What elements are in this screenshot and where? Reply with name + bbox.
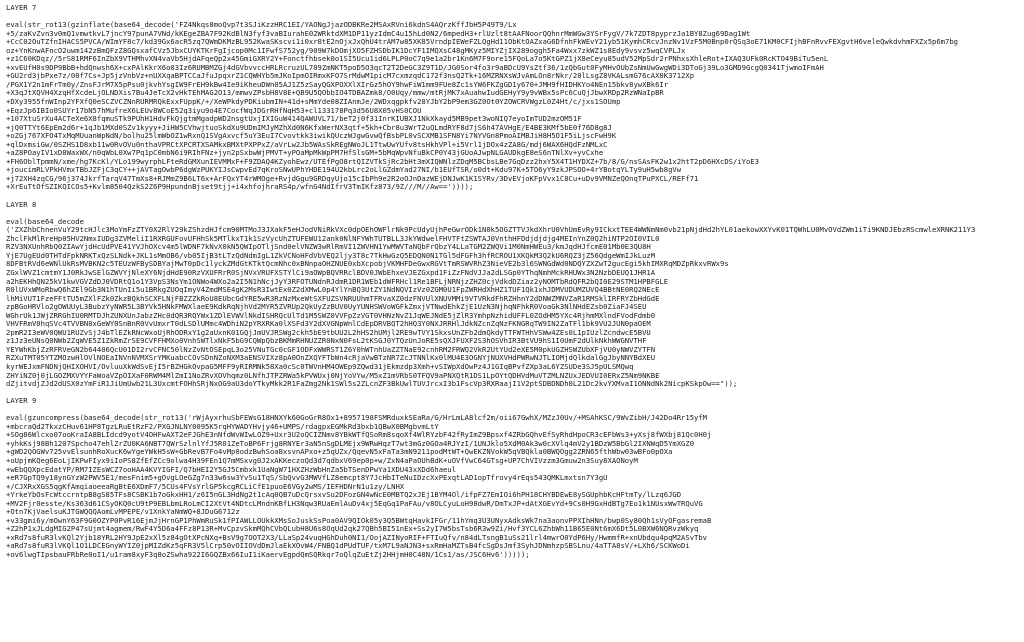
code-line: +mbcraQd2TkxzCHuv61HP8TgzLRuEtRzF2/PXGJNLNY0095K5rqHYWADYHvjy46+UMPS/rdagpxEGMkRd3bxb1QBwX0BMgbvmLtY (6, 422, 439, 431)
layer-spacer (6, 192, 1018, 201)
code-line: +eR7GpTQ9y18ynGYzW2PWV5E1/mesFnim5+gOvgLOeGZg7n33w6sw3YvSu1TqS/SbQvvG3MWVfLZ8emcpt8Y7JcHbITeNuIDzcXxPExqtLAD1opTfrovy4rEqs543QMKLmxtsn7Y3gU (6, 474, 608, 483)
code-line: dZjitvdjZJd2dUSX0zYmFiR1JiUmUwb21L3UxcmtFOHhSRjNxOG9aU3doYTkyMkk2R1FaZmg2Nk1SWl5s2ZLcnZF3BkUwlTUVJrcxI3b1FscVp3RXRaajI1V2ptSDBDNDh0L21Dc2kvYXMvaI1ONNdNk2NicpKSkpOw==")); (6, 380, 738, 389)
code-line: +joucimRLVPkHVmxTBbJZFjC3qCY++jAVTagOwbP6dgWzPUKYIJsCwpvEd7qKroSNwUPhYHDE194U2kbLrc2oLlGZdmYad27NI/b1EUfTSR/o0dt+Kdu97K+5TO6yY9zkJPSOO+4rYBotqYLTy9uH5wb8gVw (6, 166, 682, 175)
code-line: +DXy3955fnWInp2YFXfQ0eSCZVCZNnRURMRQkExxFUppK/+/XeWPkdyPDKiubmIN+41d+sMmYde08ZIAnmJe/2WDxqgpkfv28YJbY2bP9em3GZ0Ot0YZOWCRVWgzL0Z4Ht/c/jxs1SOUmp (6, 98, 621, 107)
code-line: +qlDxmsiGw/0SZHS1D8xb11w0RvOVu0nthaVPRCtXPCRTXSAMkxBMXtPXPPxZ/aVrLw2Jb5WAsSkREgNWoJL1TtwUwYUfv8tsHkhVPl+i5Vrl1jDOx4zZA8G/mdj6WAX6HQdFzNMLxC (6, 140, 608, 149)
code-line: +X3qJtXQVH4XzqHfXcdeLjOLNDXis7Bu4JeTcX2vHkTEhMAG2O13/mmwvZPsbH8V8E+QB9U5QObbIO4TDBAZmk8/O0Uqy/mmw/mtRjMK7xAuahwIudGEHyY9y9vWBx5sPc6CuQjJbwXRDp2RzWNaIpBR (6, 89, 664, 98)
layer-spacer (6, 13, 1018, 22)
code-line: +Otn7KjVaelsuKJTGWQQQAomLvMPEPE/v1XnkYaNmWQ+8JDuG6712z (6, 508, 240, 517)
code-line: zpBGoHRVlo2gOWUUyL3BubzYyNWR5L3BYVk5HNkFMWXlaeE9KdkRqNjhVd2MYR5ZVRUp2QkUyZzBUV0UyYUNHSWVoWGFkZmxjVTNwdEhkZjE1UzN3NjhqNFhkR0VoaGk3NlNHdEZsb0ZiaFJ4SEU (6, 303, 647, 312)
code-line: +v33gmi6y/mOwnY63F9G0OZYP0PvR16EjmJjHrnGP1PhWmRuSk1fPIAWLLOUkkXMsSoJuskSsPoa0AV9QIOk05y3Q5BWtqHavkIFGr/11hYmq3U3UNyxAdksWk7na3aonvPPXIhHNn/bwp0Sy80Qh1sVyOFgasremaB (6, 516, 712, 525)
code-line: +aRd7s8fuR3lVKQl1O1LDCEGnyWYIZ0jpMIZdKz5qFR3V5lCrp50vOIIOVdDmJlaEkXOvW4/FNBQ1dPUdTUF/txM7L9aNJN3+sxRmHaMZTsB4fcSgDsJmf3SyhJDNmhzpSBSLnu/4aTTA8sV/+LXh6/SCKWoDi (6, 542, 690, 551)
code-line: +XrEuTtOfSZIKQICOs5+Kvlm8504QzkS2Z6P9HpundnBjset9tjj+i4xhfojhraRS4p/wfnG4NdIfrV3TmIKfz873/9Z///M//Aw==')))); (6, 183, 474, 192)
code-line: +/CJXRxXGS5qgKfAmqiaoeeaRgBtE6XDmF7/5CUs4FVsYrlGP5kcgRCLiCfE1puoE6VGy2wMS/IEFHDNrN1u1zy/LNHX (6, 482, 405, 491)
code-line: +wEbQQXpcEdatYP/RM7IZEsWCZ7ooHAA4KVYIGFI/Q7bHEI2Y5GJ5Cmbxk1UaNgW71HXZHzWbHnZa5bTSenDPwYa1XDU43xXDd6haeul (6, 465, 457, 474)
layer-spacer (6, 406, 1018, 415)
code-line: +xvEUfH0s9DP9BbB+hdQnwsh6X+cxPAlKkrX6o03Iz6RUMBMZGj4dGVbvvccHRLRcruzUL709ZmNKT5poD5O3qcT2T2DeGC3Z9T1D/JG0Sor4fo3r9aBDcU9YsZtf36/1zQbGut0FyMHvOUbZsNmUwGwgWDi3DToGj39Lo3GMD9GcgQ0341TjwmoIFmAH (6, 63, 824, 72)
code-line: R0lUVxWMoRbwQ6hZEl9Gb3N1hTUnIi5u1BRkgZUOqImyV4ZmdMSE4gK2MsR3IwtEx0Z2dXMwL0p4YlYnBQ3UtZY1NdNQVIzVz0ZGM0U1FpZWRHdXhHZ1TUF1Qk1xhJDMVUDUMZUVQ4BBtNE0RQ2NEcE (6, 286, 660, 295)
code-line: YEYWhKbjZzRFRVeGN2b64406QcU01DI2rvCFNC50lNzZvNtOSEpqL3o25VNuTGc0cGF1ODFxWWRST1Z6Y0hWTnhUaZZTNaE92cnhRM2FRWQ2VkR2UtYUd2eXE5M0pkUGZHSWZUbXFjVU0yNWVZYTFN (6, 345, 656, 354)
code-line: +gWD2QOGWv725vvElsunhRoXucK6wYgeYWkH5sW+GbRevB7Fo4vMp0odzBwhSoaBxsvnAPxo+z5qUZx/QqevN5xFaTa3mN9211podMtWT+QwEKZNVokW5qVBQkla0BWQOgg2ZRN65fthWbw03wBFo0pOXa (6, 448, 673, 457)
code-line: a2hEKHhQN25kV1kwVGVZdDJ0VDRtQ1o1Y3VpS3NsYm1ONWo4WXo2a2I5N1hNcjJyY3RFOTUNdnRJdmR1DR1WEb1dWFRHcl1Re1BFLjNRNjzZHZ0cjVdkdDZiaz2yNOMTbRdQFR2bQI0E29STM1HPBFGLE (6, 277, 669, 286)
code-line: +SOg86Wlcxo07ooKraIA8BLIdcd9yotV4OHFwAXT2eFJGhE3nNfdWvWIwLOZ9+Uxr3U2oQCIZNmv8YBkWTfQSoRm8sqoXf4WlRYzbF42fRyImZ9Bpsxf4ZRbGQhvEfSyRhdHpoCR3cEFbWs3+yXsj8fWXbj81Qc0H0j (6, 431, 712, 440)
code-line: +FH6OblTpmmN/xme/hg7KcKl/YLo199wyrphLFteRdGMXunIEVMMxF+F9ZDAQ4KZyohEwz/UTEfPgO8rtQIZVTkSjRc2bHt3mXIQWNlzZDqM5BCbsLBe7GqDzz2hxY5X4T1HYDXZ+7b/8/G/nsSAsFK2w1x2htT2pD6HXcDS/iYoE3 (6, 157, 759, 166)
code-line: +ov6lwgTIpsbauFRbRe0oI1/u1ram8xyF3q8oZSwha922I6GQZBx66IuI1iKaervEgpdQmSQRkqr7oQlqZuEtZj2HHjmH0C48N/1Cs1/as/JSC6Hv6'))))); (6, 551, 530, 559)
code-line: RZXuTMT05YTZMOzwHlOVlNOEaINVnNVMXSrYMKuabcCOvSDnNZoNXM3aENSVIXz8pA0OnZXQYFTbWn4cRjaVwBTzNR7ZcJTNNlKx0lMU4E3OGNYjNUXVHdPWRwNJTLIOMjdQlkdalGgJbyNNYBdXEU (6, 354, 656, 363)
code-line: +yhkKsj98Bh1207Spcho47ehlZrZU0KA6NBT7QWrSzlnlYfJ5R01ZeToBP6Frjg8RNYEr3aN5nSgDLMEjx9WRwHqzT7wt3mGz0GOa4RJYzI/1UNJklo5XdM0Ak3w0cXVlq4mV2y1BDzW5BbGl2IXNWqD5YmXGZ0 (6, 439, 695, 448)
code-line: RZV3NXUnhRbQ0ZIAwYjdHcUdPVE41YVJhOXcv4m5lWDNF7kNvX0kN5QWIpOTljSnd0elVNZW3wRlRmVI1ZWVHN1YwMWVTaNQbFrQbzY4LLaTGM2ZWQVi1M0NmHWEu3/kmJqdHJfcmE01Mb0E3QU8H (6, 243, 651, 252)
code-line: +GU2rd3jbPxe7z/00f7Cs+Jp5jzVnbVz+nUXXqaBPTCCaJfuJpqxrZ1CQWHYb5mJKoIpmOIRmxKFO7SrMdwM1picM7cxmzqdC172f3nsQ2Tk+16MZRNXsWJvAmLOn8rNkr/20lLsgZ8VKALsmG76cAX0K3712Xp (6, 72, 695, 81)
code-line: +aZ8POayIV1xD8WaxWX/n0qWbL0Xw7Pq1pC0mbN6i9RIhFNz+jyn2pSxbwWjPMVT+yPOaMpMkWpPM7HfSlsGM+5bMqWpvNfuBkCP0Y43jGUoAJwpNLGAUDkgE8eS6nTNlXv+yvCxhe (6, 149, 604, 158)
code-line: +YrkeYbOsFcWtccrntpB8gS85TFs8CSBK1b7oGkxHH1/z6I5nGL3HdNg2t1cAq0QB7uDcQrsxvSu2DFozGN4wNcE0MBTQ2xJEj1BYM4Ol/ifpFZ7EmIOi6hPH18CHYBDEwE8ySGUphbKcHFtmTy/lLzq6JGD (6, 491, 682, 500)
code-line: YjE7UgEUd0THTdFpkNRKTxQzSLNdk+JKL1sMmOB6/vb05IjB3tLTzQdNdmIgL1ZkVCNoHFdVbVEQ2ljy3T8c7TkHwGzQ5EDQN0N1TGl5dFGFh3hfRCROU1XKQkM3Q2kU6RQZ3jZ56QdgeWmIJkLuzM (6, 251, 656, 260)
code-line: /PGX1Y2n1mFrTm0y/ZnsFJrM7X5pPsu0jkvhYsgIW9FrEH9kBw4Ie9iKheuDWn05AJ1Z5zSayQGXPOXXlXIrGz5hOY9hwFiW1mm9FUe8Zc1sYW6FKZgGD1y670+JMH9fHIDHKYo4NEn15bkv8ywXBk6Ir (6, 80, 669, 89)
code-line: +MV2Fjr0esste/Ks363d61CSyOKQ0cU9tP9EBLbmLRoLmCI2XtVt4NDtcLMndnKBfLH3Nqw3RUaEmlAuDv4xj5EqGq1PaFAu/v8OLCyuLoH98dwR/DmTxJP+dAtXGEvYd+9Cs0H9GxHdBTg7Eo1k1NUsxWwTRQuVG (6, 499, 703, 508)
code-line: +z1C60KDqz//5rS81RMF6InZbX9VTHMhvXN4vaVb5HjdAFqeQp2x45GmiGXRY2Y+Fonctfhbsek0o1SI5Ucu1id6LPLP0oC7q9e1a2br1Kn6M7F9ore15FQoLa7o5KtGPZ1jX8eCeyu85udV52MpSdr2rPNhxsXhleRot+IXAQ3UFk0RcKTO49BiTu5enL (6, 55, 829, 64)
code-line: +xRd7s8fuR3lvKQl2Yjb18YRL2HY9JpE2xXl5z84gOtXPcNXq+BsV9g7OOT2X3/LLaSp24vuqHGhDuh0NI1/OojAZINyoRIF+FTIuQfv/n84dLTsngB1uSs21lrl4mwrO0YdP6Hy/HwmmfR+xnUbdqu4pqM2ASvTbv (6, 533, 708, 542)
code-line: +CcC02OuTZfnIHACS5PVCA/WImYF8c7/kd39Gx6acR5zq7QWmDKMzBL952KwaSKscvi1i0xr8tE2nOjxJxQhU4trAM7w85XK85VrndpIEWeFZLQgHd11ObKtOAZxaG6DfnhFkWEvY21yb51KymhCRcvJnzNv1VzF5M0Bnp0rQSq3oE71KM0CFIjhBFnRvvFEXgvtH6veleQwkdvhmFXZx5p6m7bg (6, 38, 958, 47)
layer-spacer (6, 389, 1018, 398)
code-line: 8DFBtRVd6eWNlUkRsMVBKN2c5TEUzWFBySDBYajMwT0pDc1lyckZMdGtKTktQcmNhc0xBNnpaOHZNUE0xbXcpobjVKMHFDeGwxRGVtTmRSWVRhZ3NieVE2b3l6SWNGdWd0NDQYZXZwT2gucEgi5khIMXRqMDZpRkxvRWx9s (6, 260, 729, 269)
layer-heading: LAYER 9 (6, 397, 37, 406)
code-line: VHVFRmV0hqSVc4TVVBN0xGeWY0SnBnR0VvUmxrT0dLSDlUMmc4WDhiN2pYRXRKa0lXSFd3Y2dXVGNpWnlCdEpDRVBQT2hHQ3Y0NXJRRHlJdkNZcnZqNzFKNGRqTW9IN2ZaTFl1bk9VU2JUN0paOEM (6, 320, 651, 329)
layer-heading: LAYER 8 (6, 200, 37, 209)
code-line: +oZGj767XFO4TxMqMUuanWpNdN/bolhu25lmWbOZ1wRxnQ1SVgAxvcf5uY3EuI7Cvovtkk3iwikQUczWJgwGvwQfBsbPL0vSCXMB1SFN8Yi7NYVGn8PmoAIMBJiH8H5O1F5iLjscFwH9K (6, 132, 617, 141)
code-line: eval(gzuncompress(base64_decode(str_rot13('rWjAyxrhuSbFEWsG18HNXYk60GoGrR8Ox1+8957198FSMRduxkSEaRa/G/HrLmLA8lcf2m/oii67GwhX/MZzJ0Uv/+MSAhKSC/9WvZibH/J42Do4Rr15yfM (6, 414, 708, 423)
code-line: +j72XH4zqCG/96j374JkrfTarqV47TmXs8+RJMmZ9B6LT6x+ArFQxYT4rWMOge+RvjdGgu9GRDqyUjo15cIbPh9e2R2oOJnDazWEjDNJwK1K1SYRv/3DvEVjoKFpVvx1C8Cu+uDv9VMNZeQOnqTPuPXCL/REFf71 (6, 174, 699, 183)
code-line: eval(str_rot13(gzinflate(base64_decode('FZ4Nkqs8moQvp7t3SJiKzzHRC1EI/YAONgJjazODBKRe2MSAxRVni6kdnS4AQrzKffJbH5P49T9/Lx (6, 21, 517, 30)
code-line: WGhrUk1JWjZRRGhIU0RMTDJhZUNXUnJabzZHc0dQR3RQYWx1ZDlEVWVlNkdISHRQcUlTd1M5SWZ0VVFpZzVGT0VHNzNvZ1JqWEJNdE5jZlR3YmhpNzhidUFFL0ZOdHM5YXc4RjhmMXlndFVodFdmb0 (6, 311, 656, 320)
code-line: +oUpjmKQeg6EoLjIKPwFIyx9iIoPS8ZfEfZCc9olwa4H39FEn1Q7mMSxvg0J2xAKKeczoQd3d7qdbxV69ep0p+w/ZxN4aPaOUhBdK+uOVfVwC64GTsg+UP7ChVIVzzm3Gmuw2n3Suy8XAONoyM (6, 456, 638, 465)
code-line: +Z2hP1xJLdgMIG2P47sUjmt4agmem/RwF4Y5D6a4FFz8P13R+MvCpzvSkmMQhCVbQLubH8U6s8OqUd2qk27QBh5BI51nEx+Ss2yI7W5bsTsb6R3w9Zi/Hvf3YCL6ZhbWh11B65E0Nt6mX6Dt5L0BXW6NQRvzWkyq (6, 525, 699, 534)
code-line: oz+YnKnwAFncO2uwm142zBmQFzZ8GQsxafCVz5JbxCUYKTKrFgIjcop0Mc1IFwfS752yg/909W7kDOmjXO5FZHSDbIK1DcYF1IMQXsC48gMKyz5MIYZjIX289oggh5Fa4Wxx7zkWZ1s8Edy9vsvz5wqCVPLJx (6, 46, 686, 55)
code-line: ZHYiNZ0j0jLGOZMXVYYFaWoaVZpOIXaF0RWM4MlZmI1NoZRvXOVhqmz0LNfhJTPZRWa5kPVWUxj0NjYoVYw/M5xZ1mVRbS0TFQV9aPNXQtR1DS1LpOYtQDHVdMuVTZMLNZUxJEDVUI0ERxZ5Nm9NKBE (6, 371, 660, 380)
layer-spacer (6, 209, 1018, 218)
code-line: +EqzJp6IBIo0SUYr17bN57hMufreX6LEUv8WCoE52q3iyu9o4E7CocfWqJDGrRHfNqH53+cl133178Pq3d56U8X05vHS0COU (6, 106, 422, 115)
code-line: eval(base64_decode (6, 217, 84, 226)
code-line: ZGxlWVZ1cmtmY1J0RkJwSElGZWVYjNleXY6NjdHdE90RzVXUFRrR0SjNVxVRUFXSTYlCi9aOWpBQVRRclBDV0JWbEhxeVJEZGxpd1FiZzFNdVJJa2dLSGp0YThqNmhMckRHUWx3N2NzbDEUQ1JHR1A (6, 268, 656, 277)
code-line: z1Jz3eUNsQ0NWb2ZqWVE5Z1ZkRmZrSE9CVFFHMXo0VnhSWTlxNkF5bG9CQWpQbzBKMmRHNUZZR0NxN0FsL2tKSGJ0YTQzUnJoRE5sQXJFUXF2S3hOSVhIR3BtVU9hS1I0UmF2dUlkNkhWWGNVTHF (6, 337, 647, 346)
code-line: kyrWEJxmFNDNjQHIXOHVI/OvluuXkWdSvEjI5rBZHGkOvpaG5MFF9yRIRMNk58Xa0cSc0TWVnHM4OWEp9ZQwd31jEkmzdp3Xmh+vSIWpXdOwPz4J1GIqBPvfZXp3aL6YZSUDe3SJ5pULSMQwq (6, 362, 634, 371)
code-line: +107XtuSrXu4ACTeXe6X8fqmuSTk9PUhH1HdvFkQjgtmMgadpWD2nsgtUxjIXIGuW414QAWUVL71/beT2j0f31InrKIUBXJ1NkXkayd5MB9pet3woNIQ7eyoImTUD2mzOM51F (6, 115, 582, 124)
layer-heading: LAYER 7 (6, 4, 37, 12)
code-line: +jQ0TTYt6EpEm2d6r+1qJb1MXd0SZv1kyyy+JiHW5CVhwjtuoSkdXu9UDmIMJyMZhXd0N6KfxWerNX3qtf+5kh+Cbr8u3WrT2uQLmdRYF8d7jS6h47AVHgE/E4BE3KMf5bE0f76D8g8J (6, 123, 612, 132)
code-line: ZhclFkMlRreHp05HV2NmxIUDg3ZVMeliI1RXRGUFovUFHhSk5MTlkxT1k1SzVycUhZTUFEWU12ank0NlNFYWhTUTBLL3JkYWdwelFHVTFtZSWTAJ0VnthHFDdjdjdjg4MEInYnZ0Q2hiNTP2OI0VIL0 (6, 234, 660, 243)
code-line: +5/zaKvZvn3v0mQ1vmwtkvL7jncY97punA7VNd/kKEgeZBA7F92KdBlN3fyf3vaBIurahE02WRktdXM1DP11yzIdmC4u15hLd0N2/6mpedH3+rlUzlt8tAAFNoorQQhnrMmWGw3YSrFygV/7k7ZDT8pyprzJa1BY8Zug69Dag1Wt (6, 29, 751, 38)
code-line: lhMiVUT1FzeFFtTU5mZXlFZk0ZkzBQkhSCXFLNjFBZZZkRoU8EUbcGdYRE5wR3RzNzMxeWtSXFUZSVNRUUhmTFRvaXZ0dzFNVUlXNUVMMi9VTVRkdFhRZHhnY2dDNWZMNVZaR1RMSklIRFRYZbHdGdE (6, 294, 660, 303)
code-line: ('ZXZhbChnenVuY29tcHJlc3MoYmFzZTY0X2RlY29kZShzdHJfcm90MTMoJ3JXakF5eHJodVNiRkVXc0dpOEhOWFlrNk9PcUdyUjhPeGwrODk1N0k5OGZTTVJkdXhrU0VhUmEvRy9ICkxtTEE4WWNmNm0vb21pNjdHd2hYL01aekowXXYvK01TQWhLU0MvOVdZWm1iTi9KNDJEbzRScmwleXRNK211Y3 (6, 226, 976, 235)
code-line: 2pmR2I3eWV0QWU1RUZvSjJ4bTlEZkRNcWxoUjRhODRxY1g2aUxnK01GQjJmUVJRSWg2ckh5bE9tbUU2L2hHS2hUMjl2RE9wTVY1SkxsUnZFb2dmQkdyTTFWTHhVSWw4ZEs0L1pIUzlZcndwcE5BVU (6, 328, 651, 337)
